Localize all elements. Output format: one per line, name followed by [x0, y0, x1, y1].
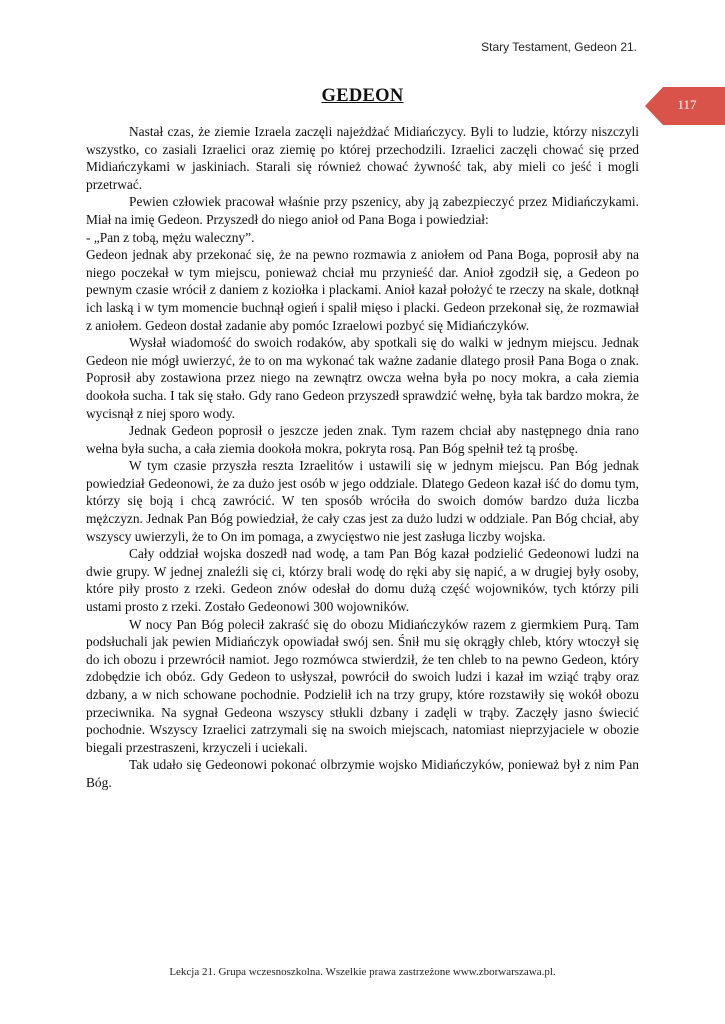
- paragraph: Gedeon jednak aby przekonać się, że na pewno rozmawia z aniołem od Pana Boga, poprosił aby na niego poczekał w tym miejscu, ponieważ chciał mu przynieść dar. Anioł zgodził się, a Gedeon po pewnym czasie wrócił z daniem z koziołka i plackami. Anioł kazał położyć te rzeczy na skale, dotknął ich laską i w tym momencie buchnął ogień i spalił mięso i placki. Gedeon przekonał się, że rozmawiał z aniołem. Gedeon dostał zadanie aby pomóc Izraelowi pozbyć się Midiańczyków.: [86, 247, 639, 333]
- paragraph: Wysłał wiadomość do swoich rodaków, aby spotkali się do walki w jednym miejscu. Jednak Gedeon nie mógł uwierzyć, że to on ma wykonać tak ważne zadanie dlatego prosił Pana Boga o znak. Poprosił aby zostawiona przez niego na zewnątrz owcza wełna była po nocy mokra, a cała ziemia dookoła sucha. I tak się stało. Gdy rano Gedeon przyszedł sprawdzić wełnę, była tak bardzo mokra, że wycisnął z niej sporo wody.: [86, 335, 639, 421]
- quote-line: - „Pan z tobą, mężu waleczny”.: [86, 229, 255, 245]
- footer-copyright: Lekcja 21. Grupa wczesnoszkolna. Wszelkie prawa zastrzeżone www.zborwarszawa.pl.: [169, 966, 556, 978]
- page-title: GEDEON: [321, 86, 404, 106]
- paragraph: Nastał czas, że ziemie Izraela zaczęli najeżdżać Midiańczycy. Byli to ludzie, którzy niszczyli wszystko, co zasiali Izraelici oraz ziemię po której przechodzili. Izraelici zaczęli chować się przed Midiańczykami w jaskiniach. Starali się również chować żywność tak, aby mieli co jeść i mogli przetrwać.: [86, 124, 639, 192]
- header-reference: Stary Testament, Gedeon 21.: [481, 40, 637, 54]
- paragraph: Tak udało się Gedeonowi pokonać olbrzymie wojsko Midiańczyków, ponieważ był z nim Pan Bóg.: [86, 757, 639, 790]
- story-body: [86, 123, 639, 792]
- paragraph: W nocy Pan Bóg polecił zakraść się do obozu Midiańczyków razem z giermkiem Purą. Tam podsłuchali jak pewien Midiańczyk opowiadał swój sen. Śnił mu się okrągły chleb, który wtoczył się do ich obozu i przewrócił namiot. Jego rozmówca stwierdził, że ten chleb to na pewno Gedeon, który zdobędzie ich obóz. Gdy Gedeon to usłyszał, powrócił do swoich ludzi i kazał im wziąć trąby oraz dzbany, a w nich schowane pochodnie. Podzielił ich na trzy grupy, które rozstawiły się wokół obozu przeciwnika. Na sygnał Gedeona wszyscy stłukli dzbany i zadęli w trąby. Zaczęły jasno świecić pochodnie. Wszyscy Izraelici zatrzymali się na swoich miejscach, natomiast nieprzyjaciele w obozie biegali przestraszeni, krzyczeli i uciekali.: [86, 616, 639, 755]
- page-number: 117: [677, 97, 697, 112]
- paragraph: Cały oddział wojska doszedł nad wodę, a tam Pan Bóg kazał podzielić Gedeonowi ludzi na dwie grupy. W jednej znaleźli się ci, którzy brali wodę do ręki aby się napić, a w drugiej były osoby, które piły prosto z rzeki. Gedeon znów odesłał do domu dużą część wojowników, tych którzy pili ustami prosto z rzeki. Zostało Gedeonowi 300 wojowników.: [86, 546, 639, 615]
- paragraph: Pewien człowiek pracował właśnie przy pszenicy, aby ją zabezpieczyć przez Midiańczykami. Miał na imię Gedeon. Przyszedł do niego anioł od Pana Boga i powiedział:: [86, 194, 639, 227]
- paragraph: Jednak Gedeon poprosił o jeszcze jeden znak. Tym razem chciał aby następnego dnia rano wełna była sucha, a cała ziemia dookoła mokra, pokryta rosą. Pan Bóg spełnił też tą prośbę.: [86, 423, 639, 456]
- paragraph: W tym czasie przyszła reszta Izraelitów i ustawili się w jednym miejscu. Pan Bóg jednak powiedział Gedeonowi, że za dużo jest osób w jego oddziale. Dlatego Gedeon kazał iść do domu tym, którzy się boją i chcą zawrócić. W ten sposób wróciła do swoich domów bardzo duża liczba mężczyzn. Jednak Pan Bóg powiedział, że cały czas jest za dużo ludzi w oddziale. Pan Bóg chciał, aby wszyscy uwierzyli, że to On im pomaga, a zwycięstwo nie jest zasługa liczby wojska.: [86, 458, 639, 544]
